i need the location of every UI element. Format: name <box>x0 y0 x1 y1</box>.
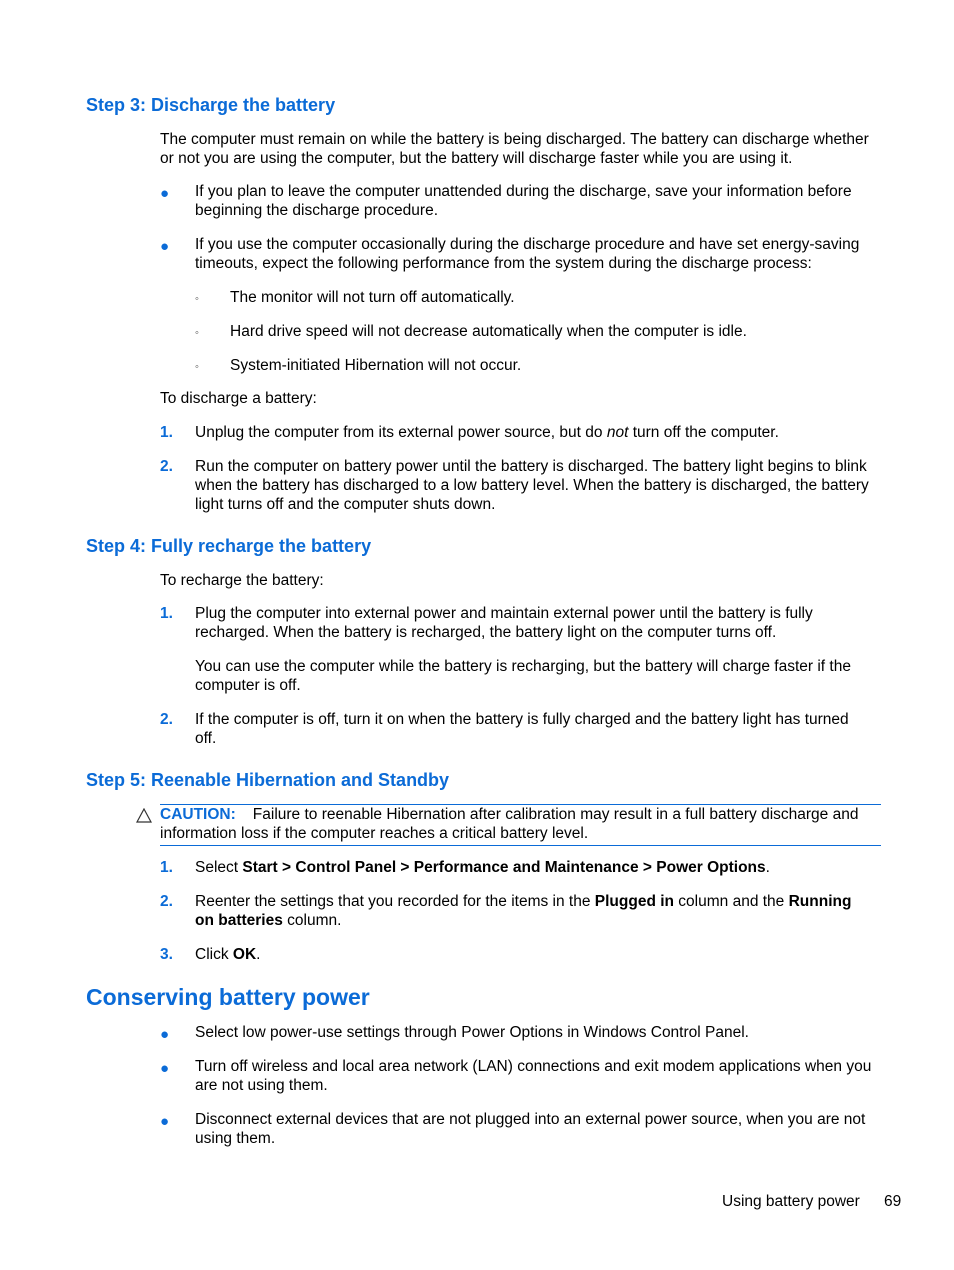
caution-label: CAUTION: <box>160 806 236 823</box>
step-number: 2. <box>160 711 173 728</box>
to-discharge-text: To discharge a battery: <box>160 390 317 407</box>
numbered-step: Reenter the settings that you recorded for the items in the Plugged in column and the Running on batteries column. <box>195 893 852 929</box>
list-item: Select low power-use settings through Power Options in Windows Control Panel. <box>195 1024 749 1041</box>
step4-intro: To recharge the battery: <box>160 572 324 589</box>
bullet-dot: ● <box>160 238 170 255</box>
sub-bullet-circle: ◦ <box>195 327 199 339</box>
step4-heading: Step 4: Fully recharge the battery <box>86 536 372 556</box>
numbered-step: Plug the computer into external power and maintain external power until the battery is fully recharged. When the battery is recharged, the battery light on the computer turns off. <box>195 605 813 641</box>
list-item: If you use the computer occasionally during the discharge procedure and have set energy-saving timeouts, expect the following performance from the system during the discharge process: <box>195 236 860 272</box>
list-item: If you plan to leave the computer unattended during the discharge, save your information before beginning the discharge procedure. <box>195 183 852 219</box>
list-item: Disconnect external devices that are not plugged into an external power source, when you are not using them. <box>195 1111 866 1147</box>
step3-intro: The computer must remain on while the battery is being discharged. The battery can discharge whether or not you are using the computer, but the battery will discharge faster while you are using it. <box>160 131 869 167</box>
caution-text: CAUTION: Failure to reenable Hibernation after calibration may result in a full battery discharge and information loss if the computer reaches a critical battery level. <box>160 806 859 842</box>
bullet-dot: ● <box>160 1113 170 1130</box>
sub-bullet-circle: ◦ <box>195 293 199 305</box>
step-number: 1. <box>160 859 173 876</box>
numbered-step: Unplug the computer from its external power source, but do not turn off the computer. <box>195 424 779 441</box>
warning-triangle-icon <box>136 808 152 823</box>
numbered-step: Run the computer on battery power until the battery is discharged. The battery light begins to blink when the battery has discharged to a low battery level. When the battery is discharged, the battery light turns off and the computer shuts down. <box>195 458 869 513</box>
numbered-step: Select Start > Control Panel > Performance and Maintenance > Power Options. <box>195 859 770 876</box>
step-number: 3. <box>160 946 173 963</box>
page-number: 69 <box>884 1193 902 1210</box>
footer-section-title: Using battery power <box>722 1193 860 1210</box>
step-number: 2. <box>160 458 173 475</box>
step-number: 2. <box>160 893 173 910</box>
list-item: Turn off wireless and local area network (LAN) connections and exit modem applications when you are not using them. <box>195 1058 872 1094</box>
section-heading: Conserving battery power <box>86 984 370 1010</box>
numbered-step: If the computer is off, turn it on when the battery is fully charged and the battery light has turned off. <box>195 711 849 747</box>
step-note: You can use the computer while the battery is recharging, but the battery will charge faster if the computer is off. <box>195 658 851 694</box>
step5-heading: Step 5: Reenable Hibernation and Standby <box>86 770 450 790</box>
sub-list-item: The monitor will not turn off automatically. <box>230 289 515 306</box>
step-number: 1. <box>160 605 173 622</box>
bullet-dot: ● <box>160 185 170 202</box>
sub-bullet-circle: ◦ <box>195 361 199 373</box>
sub-list-item: Hard drive speed will not decrease automatically when the computer is idle. <box>230 323 747 340</box>
sub-list-item: System-initiated Hibernation will not occur. <box>230 357 522 374</box>
step-number: 1. <box>160 424 173 441</box>
step3-heading: Step 3: Discharge the battery <box>86 95 336 115</box>
bullet-dot: ● <box>160 1060 170 1077</box>
numbered-step: Click OK. <box>195 946 261 963</box>
bullet-dot: ● <box>160 1026 170 1043</box>
